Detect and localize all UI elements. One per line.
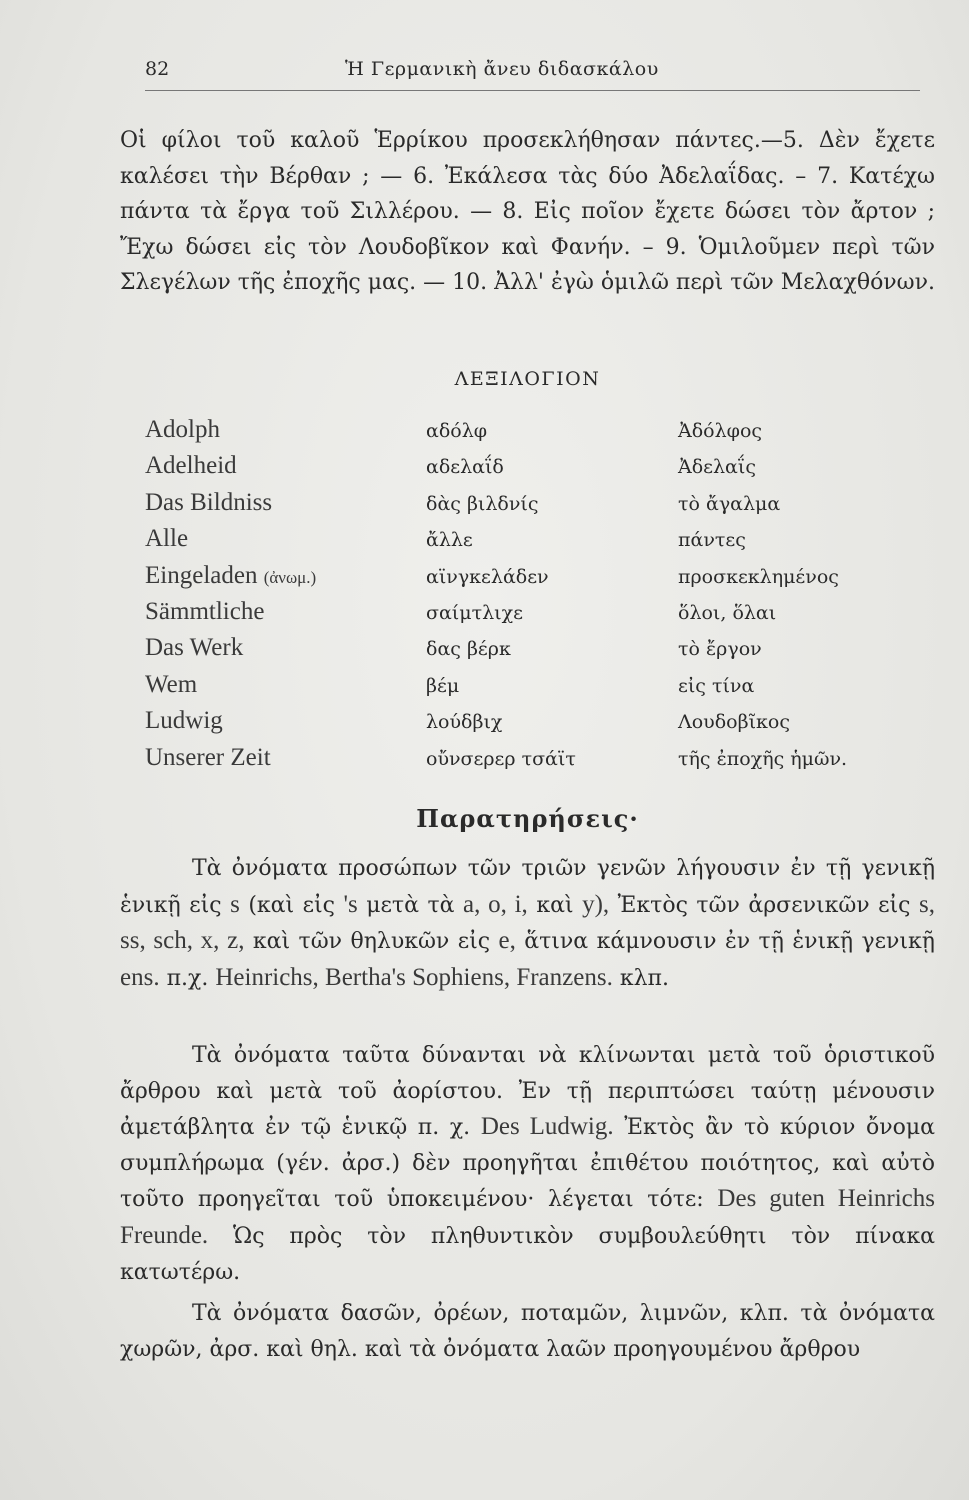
vocab-row bbox=[145, 489, 935, 525]
vocab-pronunciation: βέμ bbox=[426, 674, 460, 697]
page-header bbox=[145, 52, 845, 86]
vocab-pronunciation: λούδβιχ bbox=[426, 711, 503, 734]
vocab-greek: πάντες bbox=[678, 529, 746, 552]
vocab-row bbox=[145, 671, 935, 707]
vocab-german: Sämmtliche bbox=[145, 597, 265, 625]
vocab-pronunciation: οὔνσερερ τσάϊτ bbox=[426, 747, 576, 770]
page-number: 82 bbox=[145, 58, 170, 80]
vocab-german: Das Bildniss bbox=[145, 488, 273, 516]
vocab-greek: Λουδοβῖκος bbox=[678, 711, 790, 734]
vocab-german-note: (ἀνωμ.) bbox=[263, 567, 317, 587]
vocab-german: Adolph bbox=[145, 416, 220, 443]
vocab-row bbox=[145, 562, 935, 598]
vocab-greek: ὅλοι, ὅλαι bbox=[678, 601, 777, 624]
vocab-row bbox=[145, 416, 935, 452]
vocab-pronunciation: σαίμτλιχε bbox=[426, 601, 523, 624]
vocab-pronunciation: δὰς βιλδνίς bbox=[426, 492, 539, 515]
vocab-pronunciation: αδόλφ bbox=[426, 420, 488, 442]
vocab-german: Eingeladen (ἀνωμ.) bbox=[145, 561, 317, 589]
vocab-row bbox=[145, 452, 935, 488]
vocab-greek: τὸ ἔργον bbox=[678, 638, 762, 661]
vocab-german: Ludwig bbox=[145, 707, 223, 735]
vocab-german: Adelheid bbox=[145, 452, 237, 480]
vocabulary-title: ΛΕΞΙΛΟΓΙΟΝ bbox=[454, 368, 601, 390]
vocab-row bbox=[145, 634, 935, 670]
observation-paragraph: Τὰ ὀνόματα προσώπων τῶν τριῶν γενῶν λήγουσιν ἐν τῇ γενικῇ ἑνικῇ εἰς s (καὶ εἰς 's μετὰ τὰ a, o, i, καὶ y), Ἐκτὸς τῶν ἀρσενικῶν εἰς s, ss, sch, x, z, καὶ τῶν θηλυκῶν εἰς e, ἅτινα κάμνουσιν ἐν τῇ ἑνικῇ γενικῇ ens. π.χ. Heinrichs, Bertha's Sophiens, Franzens. κλπ. bbox=[120, 856, 935, 991]
vocab-german: Wem bbox=[145, 670, 198, 698]
vocabulary-table bbox=[145, 416, 935, 780]
vocab-german: Das Werk bbox=[145, 634, 244, 662]
vocab-pronunciation: ἄλλε bbox=[426, 529, 473, 552]
vocab-row bbox=[145, 707, 935, 743]
vocab-greek: Ἀδόλφος bbox=[678, 420, 763, 442]
observation-paragraph: Τὰ ὀνόματα δασῶν, ὀρέων, ποταμῶν, λιμνῶν, κλπ. τὰ ὀνόματα χωρῶν, ἀρσ. καὶ θηλ. καὶ τὰ ὀνόματα λαῶν προηγουμένου ἄρθρου bbox=[120, 1301, 935, 1362]
vocab-pronunciation: αϊνγκελάδεν bbox=[426, 565, 549, 588]
vocab-pronunciation: αδελαΐδ bbox=[426, 456, 504, 479]
observations-title: Παρατηρήσεις· bbox=[416, 804, 639, 833]
header-rule bbox=[145, 90, 920, 91]
vocab-row bbox=[145, 525, 935, 561]
vocab-pronunciation: δας βέρκ bbox=[426, 638, 511, 661]
vocab-greek: τὸ ἄγαλμα bbox=[678, 492, 781, 515]
vocab-german: Unserer Zeit bbox=[145, 743, 271, 771]
vocab-greek: τῆς ἐποχῆς ἡμῶν. bbox=[678, 747, 848, 770]
observation-paragraph: Τὰ ὀνόματα ταῦτα δύνανται νὰ κλίνωνται μετὰ τοῦ ὁριστικοῦ ἄρθρου καὶ μετὰ τοῦ ἀορίστου. Ἐν τῇ περιπτώσει ταύτῃ μένουσιν ἀμετάβλητα ἐν τῷ ἑνικῷ π. χ. Des Ludwig. Ἐκτὸς ἂν τὸ κύριον ὄνομα συμπλήρωμα (γέν. ἀρσ.) δὲν προηγῆται ἐπιθέτου ποιότητος, καὶ αὐτὸ τοῦτο προηγεῖται τοῦ ὑποκειμένου· λέγεται τότε: Des guten Heinrichs Freunde. Ὡς πρὸς τὸν πληθυντικὸν συμβουλεύθητι τὸν πίνακα κατωτέρω. bbox=[120, 1043, 935, 1285]
running-title: Ἡ Γερμανικὴ ἄνευ διδασκάλου bbox=[345, 58, 659, 80]
vocab-greek: προσκεκλημένος bbox=[678, 565, 839, 588]
vocab-row bbox=[145, 598, 935, 634]
vocab-greek: εἰς τίνα bbox=[678, 674, 755, 697]
vocab-greek: Ἀδελαΐς bbox=[678, 456, 756, 479]
vocab-german: Alle bbox=[145, 525, 189, 553]
vocab-row bbox=[145, 744, 935, 780]
exercise-paragraph: Οἱ φίλοι τοῦ καλοῦ Ἑρρίκου προσεκλήθησαν πάντες.—5. Δὲν ἔχετε καλέσει τὴν Βέρθαν ; — 6. Ἐκάλεσα τὰς δύο Ἀδελαΐδας. – 7. Κατέχω πάντα τὰ ἔργα τοῦ Σιλλέρου. — 8. Εἰς ποῖον ἔχετε δώσει τὸν ἄρτον ; Ἔχω δώσει εἰς τὸν Λουδοβῖκον καὶ Φανήν. – 9. Ὁμιλοῦμεν περὶ τῶν Σλεγέλων τῆς ἐποχῆς μας. — 10. Ἀλλ' ἐγὼ ὁμιλῶ περὶ τῶν Μελαχθόνων. bbox=[120, 128, 935, 296]
